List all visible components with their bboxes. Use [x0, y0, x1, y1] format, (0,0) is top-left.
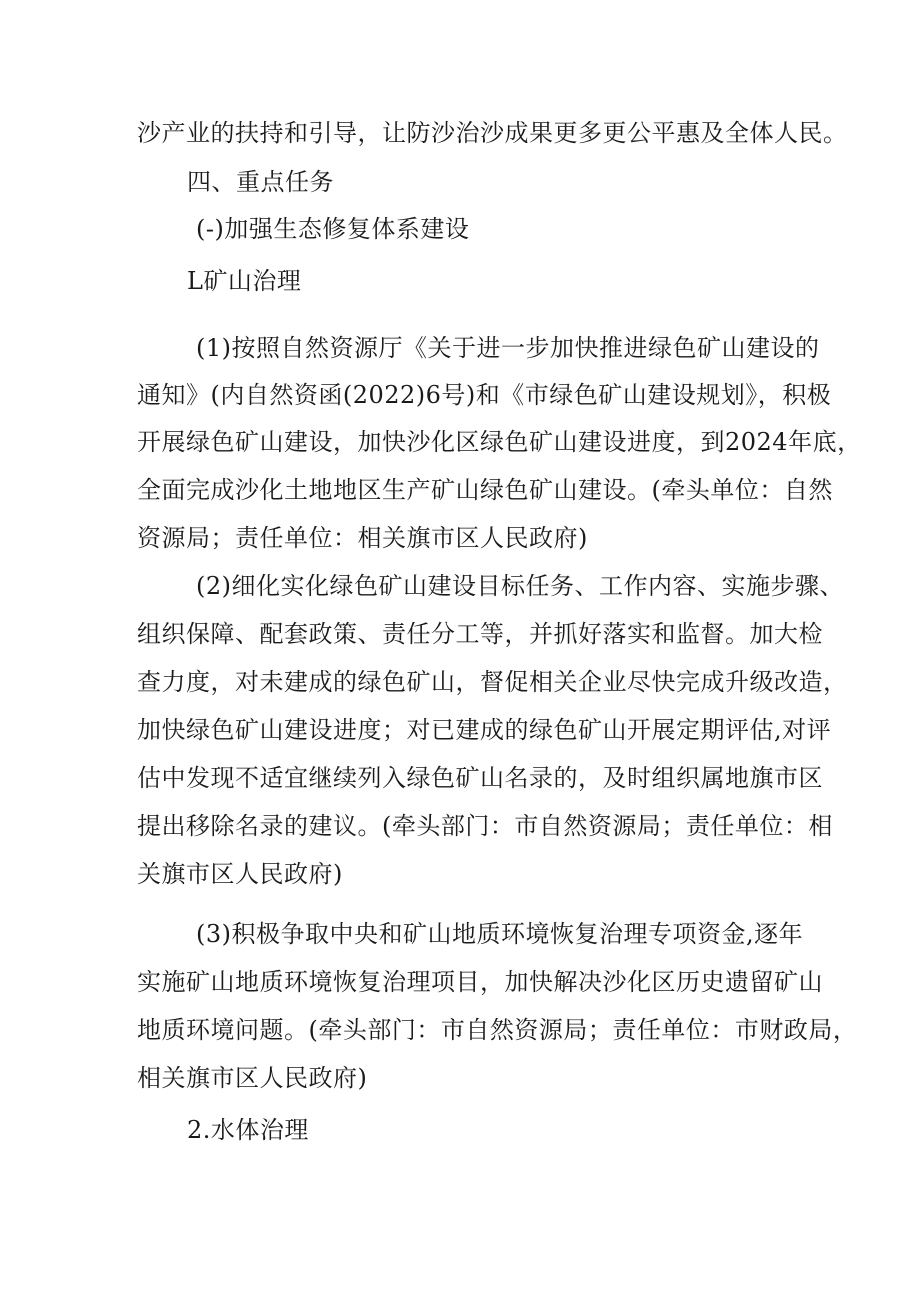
item-heading-mine-governance: L矿山治理 [187, 267, 302, 295]
paragraph-3-line: (3)积极争取中央和矿山地质环境恢复治理专项资金,逐年 [196, 920, 804, 948]
subsection-heading: (-)加强生态修复体系建设 [196, 215, 470, 243]
paragraph-2-line: 关旗市区人民政府) [137, 860, 343, 888]
paragraph-1-line: (1)按照自然资源厅《关于进一步加快推进绿色矿山建设的 [196, 334, 820, 362]
paragraph-2-line: (2)细化实化绿色矿山建设目标任务、工作内容、实施步骤、 [196, 572, 844, 600]
paragraph-3-line: 地质环境问题。(牵头部门：市自然资源局；责任单位：市财政局， [137, 1016, 858, 1044]
paragraph-3-line: 相关旗市区人民政府) [137, 1064, 368, 1092]
paragraph-1-line: 资源局；责任单位：相关旗市区人民政府) [137, 524, 588, 552]
paragraph-1-line: 开展绿色矿山建设，加快沙化区绿色矿山建设进度，到2024年底， [137, 428, 862, 456]
paragraph-2-line: 组织保障、配套政策、责任分工等，并抓好落实和监督。加大检 [137, 620, 823, 648]
paragraph-2-line: 加快绿色矿山建设进度；对已建成的绿色矿山开展定期评估,对评 [137, 716, 832, 744]
paragraph-2-line: 查力度，对未建成的绿色矿山，督促相关企业尽快完成升级改造， [137, 668, 848, 696]
paragraph-continuation-line: 沙产业的扶持和引导，让防沙治沙成果更多更公平惠及全体人民。 [137, 119, 848, 147]
paragraph-3-line: 实施矿山地质环境恢复治理项目，加快解决沙化区历史遗留矿山 [137, 968, 823, 996]
paragraph-2-line: 估中发现不适宜继续列入绿色矿山名录的，及时组织属地旗市区 [137, 764, 823, 792]
paragraph-1-line: 通知》(内自然资函(2022)6号)和《市绿色矿山建设规划》，积极 [137, 381, 832, 409]
item-heading-water-governance: 2.水体治理 [187, 1116, 309, 1144]
paragraph-2-line: 提出移除名录的建议。(牵头部门：市自然资源局；责任单位：相 [137, 812, 833, 840]
paragraph-1-line: 全面完成沙化土地地区生产矿山绿色矿山建设。(牵头单位：自然 [137, 476, 833, 504]
section-heading: 四、重点任务 [187, 168, 334, 196]
